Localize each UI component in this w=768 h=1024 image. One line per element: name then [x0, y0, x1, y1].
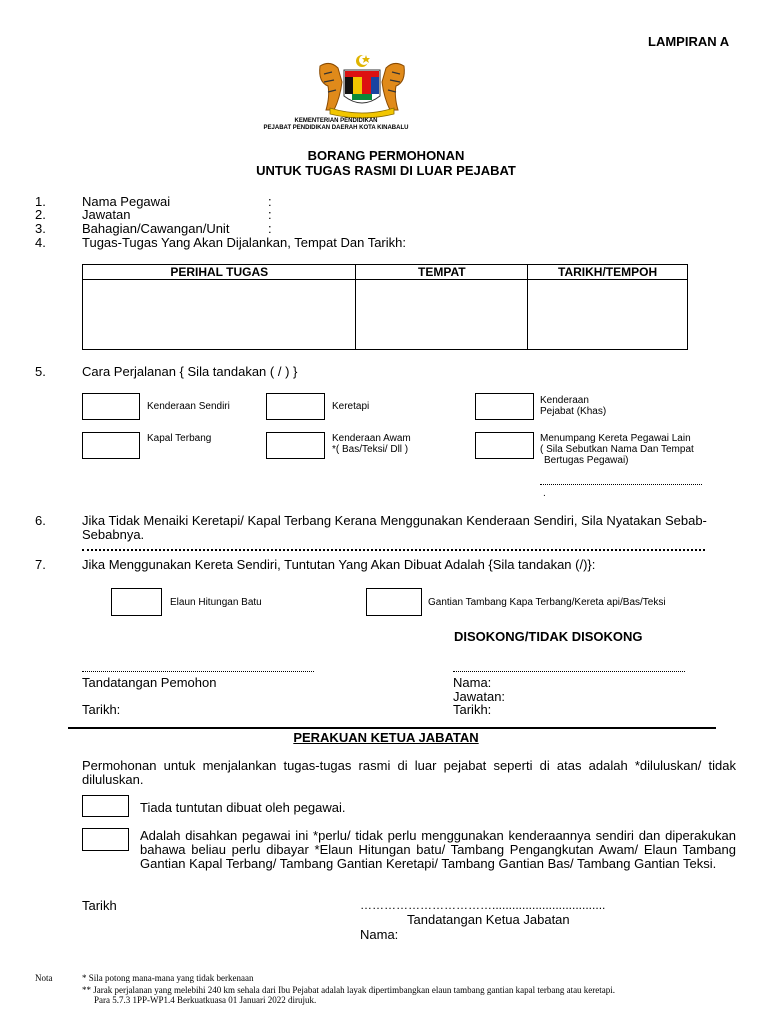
item-number: 2.	[35, 207, 46, 222]
replacement-fare-checkbox[interactable]	[366, 588, 422, 616]
duty-header: PERIHAL TUGAS	[83, 265, 356, 280]
reason-line[interactable]	[82, 549, 705, 551]
no-claim-label: Tiada tuntutan dibuat oleh pegawai.	[140, 800, 346, 815]
ministry-name: KEMENTERIAN PENDIDIKAN	[294, 118, 378, 124]
plane-label: Kapal Terbang	[147, 433, 212, 444]
place-cell[interactable]	[356, 280, 528, 350]
supporter-date-label: Tarikh:	[453, 702, 492, 717]
travel-mode-label: Cara Perjalanan { Sila tandakan ( / ) }	[82, 364, 298, 379]
office-name: PEJABAT PENDIDIKAN DAERAH KOTA KINABALU	[263, 125, 409, 131]
public-transport-label: Kenderaan Awam	[332, 433, 411, 444]
notes-label: Nota	[35, 973, 53, 983]
office-vehicle-label-2: Pejabat (Khas)	[540, 406, 607, 417]
plane-checkbox[interactable]	[82, 432, 140, 459]
supporter-signature-line[interactable]	[453, 671, 685, 672]
certification-heading: PERAKUAN KETUA JABATAN	[293, 730, 479, 745]
form-subtitle: UNTUK TUGAS RASMI DI LUAR PEJABAT	[256, 163, 516, 178]
item-number: 3.	[35, 221, 46, 236]
head-signature-line[interactable]: ……………………………..................................	[360, 898, 606, 912]
public-transport-checkbox[interactable]	[266, 432, 325, 459]
own-vehicle-checkbox[interactable]	[82, 393, 140, 420]
claim-label: Jika Menggunakan Kereta Sendiri, Tuntutan Yang Akan Dibuat Adalah {Sila tandakan (/)}:	[82, 557, 596, 572]
item-number: 5.	[35, 364, 46, 379]
no-claim-checkbox[interactable]	[82, 795, 129, 817]
coat-of-arms-logo	[300, 52, 424, 122]
attachment-label: LAMPIRAN A	[648, 34, 730, 49]
duties-label: Tugas-Tugas Yang Akan Dijalankan, Tempat Dan Tarikh:	[82, 235, 406, 250]
date-cell[interactable]	[528, 280, 688, 350]
duty-table	[82, 264, 688, 350]
train-label: Keretapi	[332, 401, 370, 412]
ride-along-checkbox[interactable]	[475, 432, 534, 459]
colon: :	[268, 221, 272, 236]
train-checkbox[interactable]	[266, 393, 325, 420]
certification-date-label: Tarikh	[82, 898, 117, 913]
supporter-name-label: Nama:	[453, 675, 492, 690]
note-1: * Sila potong mana-mana yang tidak berkenaan	[82, 973, 254, 983]
place-header: TEMPAT	[356, 265, 528, 280]
support-status: DISOKONG/TIDAK DISOKONG	[454, 629, 643, 644]
claim-approval-text: Adalah disahkan pegawai ini *perlu/ tidak perlu menggunakan kenderaannya sendiri dan diperakukan bahawa beliau perlu dibayar *Elaun Hitungan batu/ Tambang Pengangkutan Awam/ Elaun Tambang Gantian Kapal Terbang/ Tambang Gantian Keretapi/ Tambang Gantian Bas/ Tambang Gantian Teksi.	[140, 828, 736, 871]
claim-approval-checkbox[interactable]	[82, 828, 129, 851]
colon: :	[268, 194, 272, 209]
date-header: TARIKH/TEMPOH	[528, 265, 688, 280]
head-signature-label: Tandatangan Ketua Jabatan	[407, 912, 570, 927]
office-vehicle-checkbox[interactable]	[475, 393, 534, 420]
ride-along-label-2: ( Sila Sebutkan Nama Dan Tempat	[540, 444, 694, 455]
applicant-date-label: Tarikh:	[82, 702, 121, 717]
applicant-signature-line[interactable]	[82, 671, 314, 672]
item-number: 7.	[35, 557, 46, 572]
item-number: 1.	[35, 194, 46, 209]
replacement-fare-label: Gantian Tambang Kapa Terbang/Kereta api/Bas/Teksi	[428, 597, 666, 608]
form-title: BORANG PERMOHONAN	[307, 148, 465, 163]
position-label: Jawatan	[82, 207, 131, 222]
applicant-signature-label: Tandatangan Pemohon	[82, 675, 217, 690]
mileage-label: Elaun Hitungan Batu	[170, 597, 262, 608]
reason-label: Jika Tidak Menaiki Keretapi/ Kapal Terbang Kerana Menggunakan Kenderaan Sendiri, Sila Nyatakan Sebab-	[82, 513, 707, 528]
officer-name-label: Nama Pegawai	[82, 194, 171, 209]
ride-along-dot: .	[543, 488, 546, 499]
item-number: 4.	[35, 235, 46, 250]
own-vehicle-label: Kenderaan Sendiri	[147, 401, 230, 412]
ride-along-details-line[interactable]	[540, 484, 702, 485]
section-divider	[68, 727, 716, 729]
public-transport-label-2: *( Bas/Teksi/ Dll )	[332, 444, 409, 455]
supporter-position-label: Jawatan:	[453, 689, 506, 704]
ride-along-label: Menumpang Kereta Pegawai Lain	[540, 433, 691, 444]
head-name-label: Nama:	[360, 927, 399, 942]
note-3: Para 5.7.3 1PP-WP1.4 Berkuatkuasa 01 Januari 2022 dirujuk.	[94, 995, 317, 1005]
duty-cell[interactable]	[83, 280, 356, 350]
item-number: 6.	[35, 513, 46, 528]
colon: :	[268, 207, 272, 222]
coat-of-arms-icon	[300, 52, 424, 122]
note-2: ** Jarak perjalanan yang melebihi 240 km sehala dari Ibu Pejabat adalah layak dipertimbangkan elaun tambang gantian kapal terbang atau keretapi.	[82, 985, 616, 995]
certification-statement: Permohonan untuk menjalankan tugas-tugas rasmi di luar pejabat seperti di atas adalah *diluluskan/ tidak diluluskan.	[82, 758, 736, 787]
office-vehicle-label: Kenderaan	[540, 395, 589, 406]
division-label: Bahagian/Cawangan/Unit	[82, 221, 230, 236]
mileage-checkbox[interactable]	[111, 588, 162, 616]
ride-along-label-3: Bertugas Pegawai)	[544, 455, 629, 466]
reason-label-2: Sebabnya.	[82, 527, 145, 542]
